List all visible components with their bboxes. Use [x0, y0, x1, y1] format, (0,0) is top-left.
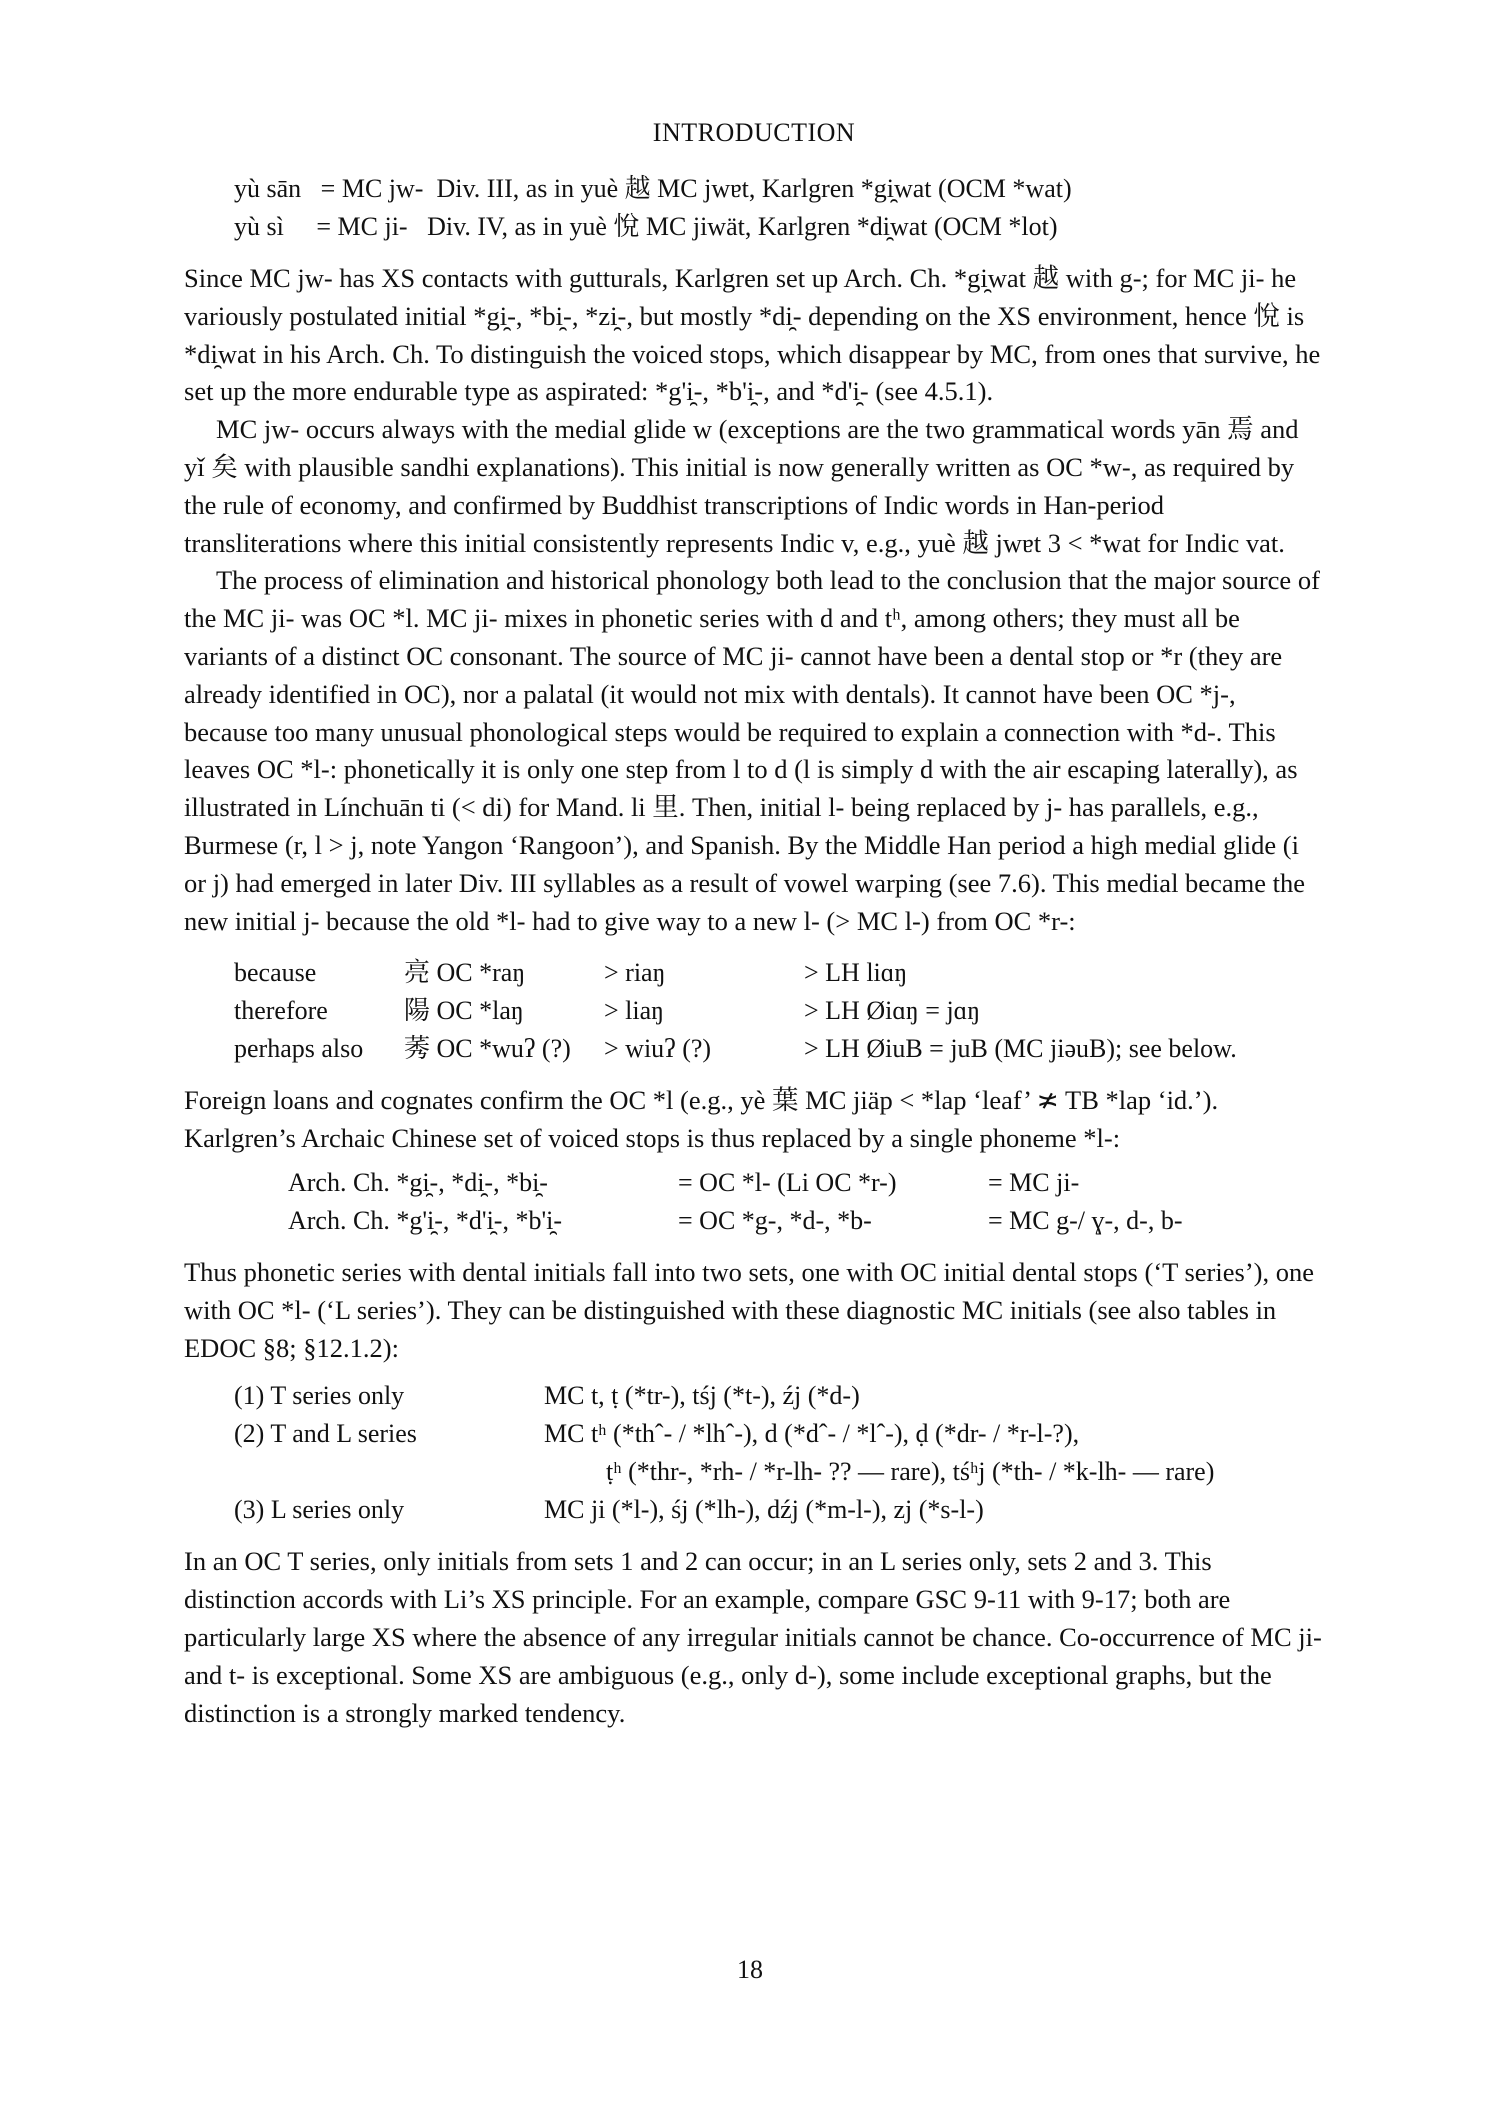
sound-change-examples [234, 954, 1324, 1068]
paragraph-mc-jw: MC jw- occurs always with the medial glide w (exceptions are the two grammatical words yān 焉 and yǐ 矣 with plausible sandhi explanations). This initial is now generally written as OC *w-, as required by the rule of economy, and confirmed by Buddhist transcriptions of Indic words in Han-period transliterations where this initial consistently represents Indic v, e.g., yuè 越 jwɐt 3 < *wat for Indic vat. [184, 414, 1299, 558]
yu-san-line: yù sān = MC jw- Div. III, as in yuè 越 MC jwɐt, Karlgren *gi̯wat (OCM *wat) [234, 174, 1072, 203]
series-initials: ṭʰ (*thr-, *rh- / *r-lh- ?? — rare), tśʰj (*th- / *k-lh- — rare) [606, 1457, 1215, 1487]
mc-cell: = MC ji- [988, 1167, 1080, 1197]
oc-cell: = OC *g-, *d-, *b- [678, 1205, 872, 1235]
example-lh: > LH liɑŋ [804, 958, 908, 988]
paragraph-xs-principle: In an OC T series, only initials from sets 1 and 2 can occur; in an L series only, sets 2 and 3. This distinction accords with Li’s XS principle. For an example, compare GSC 9-11 with 9-17; both are particularly large XS where the absence of any irregular initials cannot be chance. Co-occurrence of MC ji- and t- is exceptional. Some XS are ambiguous (e.g., only d-), some include exceptional graphs, but the distinction is a strongly marked tendency. [184, 1546, 1322, 1728]
example-step: > liaŋ [604, 996, 665, 1026]
example-lh: > LH ØiuB = juB (MC jiəuB); see below. [804, 1034, 1237, 1064]
series-initials-table [234, 1377, 1324, 1529]
series-label [234, 1453, 544, 1491]
example-label: perhaps also [234, 1034, 364, 1064]
arch-ch-cell: Arch. Ch. *gi̯-, *di̯-, *bi̯- [288, 1167, 548, 1197]
example-oc: 莠 OC *wuʔ (?) [404, 1034, 571, 1064]
paragraph-foreign-loans: Foreign loans and cognates confirm the OC *l (e.g., yè 葉 MC jiäp < *lap ‘leaf’ ≭ TB *lap ‘id.’). Karlgren’s Archaic Chinese set of voiced stops is thus replaced by a single phoneme *l-: [184, 1085, 1219, 1154]
example-step: > wiuʔ (?) [604, 1034, 712, 1064]
paragraph-phonetic-series: Thus phonetic series with dental initials fall into two sets, one with OC initial dental stops (‘T series’), one with OC *l- (‘L series’). They can be distinguished with these diagnostic MC initials (see also tables in EDOC §8; §12.1.2): [184, 1256, 1314, 1363]
example-lh: > LH Øiɑŋ = jɑŋ [804, 996, 981, 1026]
arch-ch-cell: Arch. Ch. *g'i̯-, *d'i̯-, *b'i̯- [288, 1205, 563, 1235]
series-initials: MC tʰ (*thˆ- / *lhˆ-), d (*dˆ- / *lˆ-), ḍ (*dr- / *r-l-?), [544, 1419, 1080, 1449]
series-label: (2) T and L series [234, 1419, 417, 1449]
paragraph-mc-ji-source: The process of elimination and historical phonology both lead to the conclusion that the major source of the MC ji- was OC *l. MC ji- mixes in phonetic series with d and tʰ, among others; they must all be variants of a distinct OC consonant. The source of MC ji- cannot have been a dental stop or *r (they are already identified in OC), nor a palatal (it would not mix with dentals). It cannot have been OC *j-, because too many unusual phonological steps would be required to explain a connection with *d-. This leaves OC *l-: phonetically it is only one step from l to d (l is simply d with the air escaping laterally), as illustrated in Línchuān ti (< di) for Mand. li 里. Then, initial l- being replaced by j- has parallels, e.g., Burmese (r, l > j, note Yangon ‘Rangoon’), and Spanish. By the Middle Han period a high medial glide (i or j) had emerged in later Div. III syllables as a result of vowel warping (see 7.6). This medial became the new initial j- because the old *l- had to give way to a new l- (> MC l-) from OC *r-: [184, 565, 1320, 936]
example-label: therefore [234, 996, 328, 1026]
example-step: > riaŋ [604, 958, 666, 988]
running-header: INTRODUCTION [652, 118, 856, 147]
series-label: (1) T series only [234, 1381, 405, 1411]
example-label: because [234, 958, 317, 988]
page-number: 18 [737, 1955, 763, 1984]
karlgren-comparison [288, 1164, 1324, 1240]
example-oc: 陽 OC *laŋ [404, 996, 524, 1026]
paragraph-karlgren: Since MC jw- has XS contacts with gutturals, Karlgren set up Arch. Ch. *gi̯wat 越 with g-; for MC ji- he variously postulated initial *gi̯-, *bi̯-, *zi̯-, but mostly *di̯- depending on the XS environment, hence 悅 is *di̯wat in his Arch. Ch. To distinguish the voiced stops, which disappear by MC, from ones that survive, he set up the more endurable type as aspirated: *g'i̯-, *b'i̯-, and *d'i̯- (see 4.5.1). [184, 263, 1321, 407]
yu-si-line: yù sì = MC ji- Div. IV, as in yuè 悅 MC jiwät, Karlgren *di̯wat (OCM *lot) [234, 212, 1058, 241]
series-label: (3) L series only [234, 1495, 405, 1525]
series-initials: MC ji (*l-), śj (*lh-), dźj (*m-l-), zj (*s-l-) [544, 1495, 984, 1525]
example-oc: 亮 OC *raŋ [404, 958, 526, 988]
mc-cell: = MC g-/ ɣ-, d-, b- [988, 1205, 1183, 1235]
series-initials: MC t, ṭ (*tr-), tśj (*t-), źj (*d-) [544, 1381, 860, 1411]
oc-cell: = OC *l- (Li OC *r-) [678, 1167, 897, 1197]
page-body [184, 118, 1324, 1732]
